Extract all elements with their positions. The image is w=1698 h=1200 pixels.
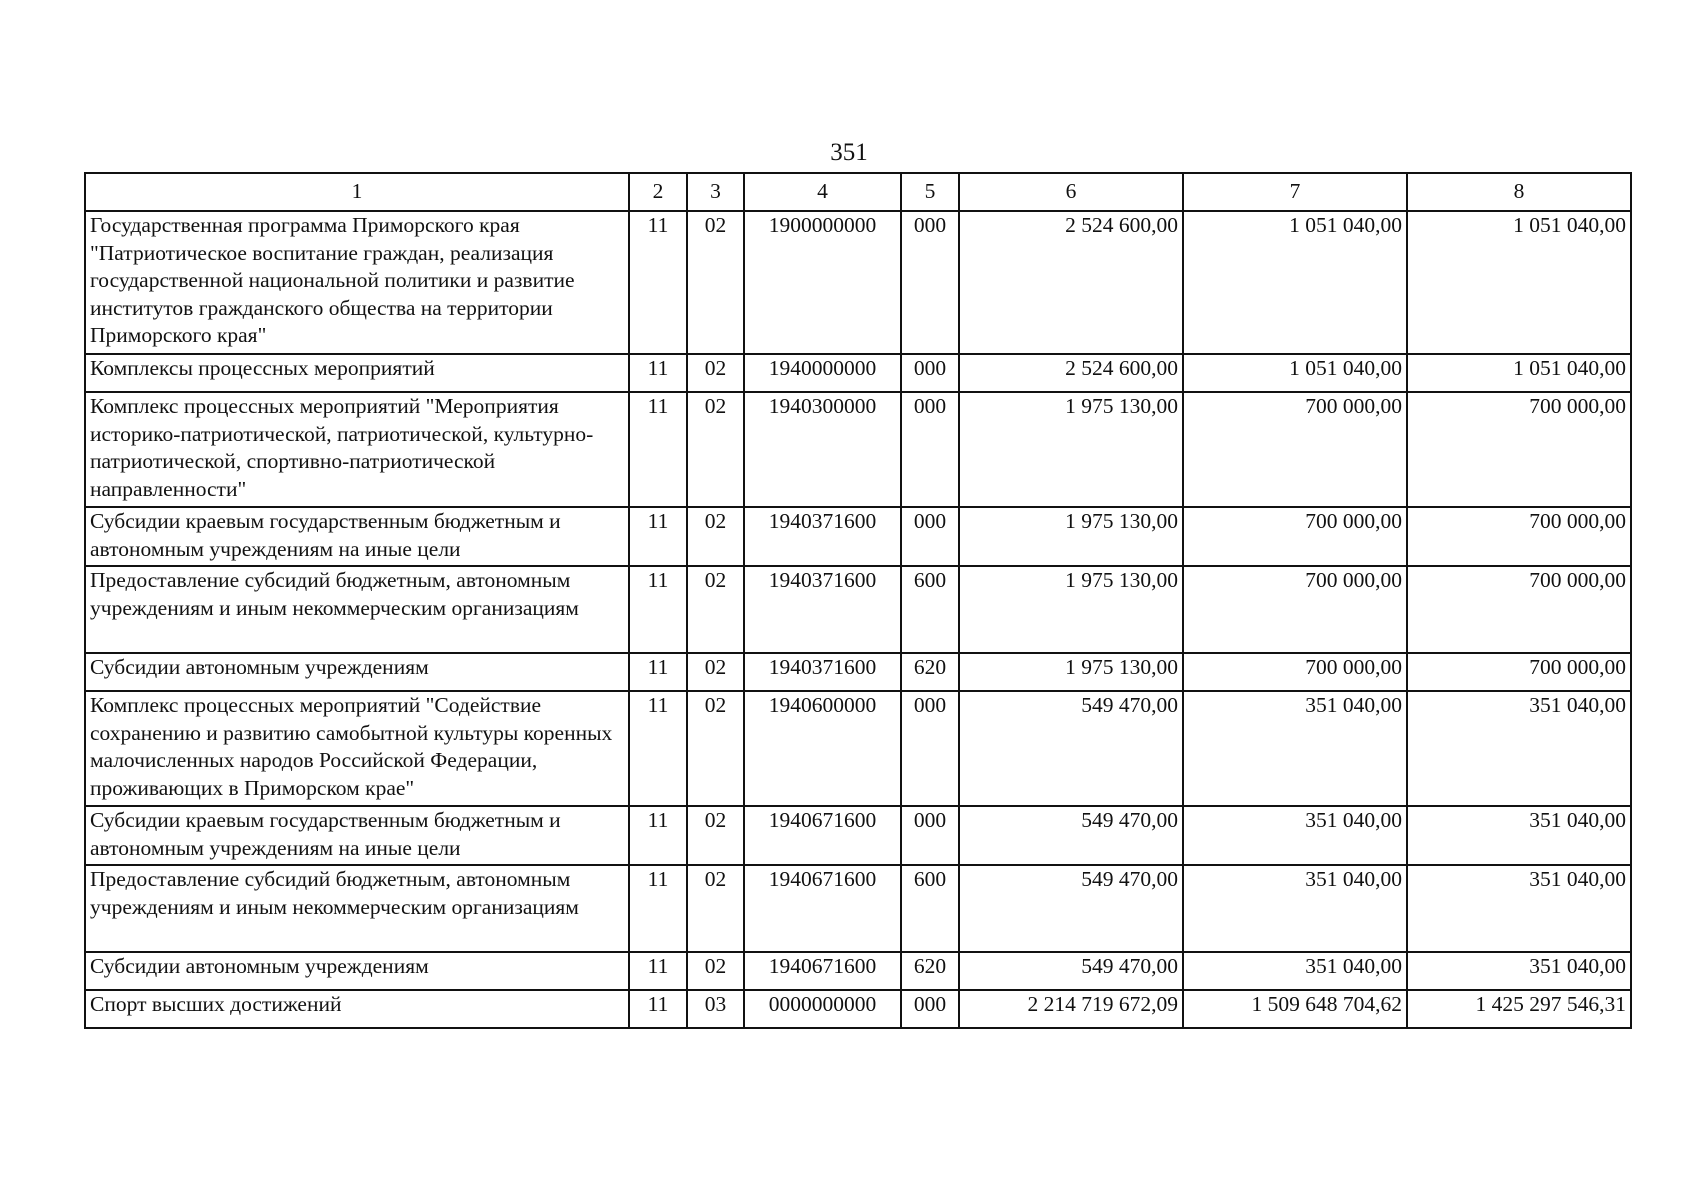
amount-col-6: 2 214 719 672,09: [959, 990, 1183, 1028]
table-header: [85, 173, 1631, 211]
table-row: [85, 392, 1631, 507]
target-item-code: 1940671600: [744, 952, 901, 990]
subsection-code: 02: [687, 653, 744, 691]
amount-col-8: 1 051 040,00: [1407, 211, 1631, 354]
row-name: Субсидии краевым государственным бюджетным и автономным учреждениям на иные цели: [85, 806, 629, 865]
table-row: [85, 507, 1631, 566]
expense-type-code: 000: [901, 990, 959, 1028]
row-name: Государственная программа Приморского края "Патриотическое воспитание граждан, реализация государственной национальной политики и развитие институтов гражданского общества на территории Приморского края": [85, 211, 629, 354]
expense-type-code: 600: [901, 865, 959, 952]
amount-col-8: 351 040,00: [1407, 952, 1631, 990]
amount-col-7: 351 040,00: [1183, 952, 1407, 990]
amount-col-6: 2 524 600,00: [959, 211, 1183, 354]
target-item-code: 1940371600: [744, 653, 901, 691]
section-code: 11: [629, 691, 687, 806]
column-header-7: 7: [1183, 173, 1407, 211]
page-number: 351: [830, 139, 868, 166]
section-code: 11: [629, 507, 687, 566]
target-item-code: 1940371600: [744, 566, 901, 653]
expense-type-code: 000: [901, 354, 959, 392]
amount-col-8: 351 040,00: [1407, 691, 1631, 806]
target-item-code: 1940600000: [744, 691, 901, 806]
table-row: [85, 990, 1631, 1028]
amount-col-7: 351 040,00: [1183, 865, 1407, 952]
section-code: 11: [629, 865, 687, 952]
section-code: 11: [629, 990, 687, 1028]
section-code: 11: [629, 392, 687, 507]
amount-col-8: 700 000,00: [1407, 566, 1631, 653]
amount-col-6: 1 975 130,00: [959, 566, 1183, 653]
amount-col-7: 1 051 040,00: [1183, 354, 1407, 392]
expense-type-code: 000: [901, 392, 959, 507]
amount-col-7: 1 509 648 704,62: [1183, 990, 1407, 1028]
table-body: [85, 211, 1631, 1028]
row-name: Комплекс процессных мероприятий "Содействие сохранению и развитию самобытной культуры коренных малочисленных народов Российской Федерации, проживающих в Приморском крае": [85, 691, 629, 806]
amount-col-8: 700 000,00: [1407, 392, 1631, 507]
section-code: 11: [629, 952, 687, 990]
row-name: Спорт высших достижений: [85, 990, 629, 1028]
row-name: Комплексы процессных мероприятий: [85, 354, 629, 392]
amount-col-8: 1 051 040,00: [1407, 354, 1631, 392]
table-row: [85, 806, 1631, 865]
amount-col-6: 549 470,00: [959, 865, 1183, 952]
subsection-code: 02: [687, 952, 744, 990]
section-code: 11: [629, 354, 687, 392]
amount-col-6: 1 975 130,00: [959, 507, 1183, 566]
budget-table: [84, 172, 1632, 1029]
amount-col-6: 1 975 130,00: [959, 392, 1183, 507]
expense-type-code: 000: [901, 691, 959, 806]
amount-col-8: 351 040,00: [1407, 806, 1631, 865]
target-item-code: 0000000000: [744, 990, 901, 1028]
column-header-2: 2: [629, 173, 687, 211]
target-item-code: 1940671600: [744, 806, 901, 865]
expense-type-code: 600: [901, 566, 959, 653]
subsection-code: 02: [687, 865, 744, 952]
expense-type-code: 620: [901, 952, 959, 990]
target-item-code: 1940300000: [744, 392, 901, 507]
amount-col-6: 1 975 130,00: [959, 653, 1183, 691]
section-code: 11: [629, 806, 687, 865]
amount-col-6: 2 524 600,00: [959, 354, 1183, 392]
expense-type-code: 000: [901, 211, 959, 354]
row-name: Субсидии автономным учреждениям: [85, 653, 629, 691]
column-header-5: 5: [901, 173, 959, 211]
subsection-code: 02: [687, 691, 744, 806]
subsection-code: 02: [687, 354, 744, 392]
subsection-code: 02: [687, 806, 744, 865]
section-code: 11: [629, 211, 687, 354]
section-code: 11: [629, 566, 687, 653]
amount-col-7: 700 000,00: [1183, 392, 1407, 507]
subsection-code: 02: [687, 507, 744, 566]
target-item-code: 1940671600: [744, 865, 901, 952]
row-name: Субсидии краевым государственным бюджетным и автономным учреждениям на иные цели: [85, 507, 629, 566]
section-code: 11: [629, 653, 687, 691]
amount-col-7: 700 000,00: [1183, 653, 1407, 691]
amount-col-8: 351 040,00: [1407, 865, 1631, 952]
table-row: [85, 691, 1631, 806]
target-item-code: 1900000000: [744, 211, 901, 354]
subsection-code: 02: [687, 566, 744, 653]
subsection-code: 02: [687, 211, 744, 354]
expense-type-code: 000: [901, 806, 959, 865]
row-name: Субсидии автономным учреждениям: [85, 952, 629, 990]
table-row: [85, 354, 1631, 392]
table-row: [85, 865, 1631, 952]
amount-col-6: 549 470,00: [959, 952, 1183, 990]
table-row: [85, 653, 1631, 691]
amount-col-7: 700 000,00: [1183, 507, 1407, 566]
column-header-4: 4: [744, 173, 901, 211]
amount-col-7: 351 040,00: [1183, 806, 1407, 865]
amount-col-8: 700 000,00: [1407, 507, 1631, 566]
amount-col-7: 700 000,00: [1183, 566, 1407, 653]
amount-col-6: 549 470,00: [959, 691, 1183, 806]
subsection-code: 03: [687, 990, 744, 1028]
amount-col-7: 351 040,00: [1183, 691, 1407, 806]
amount-col-8: 700 000,00: [1407, 653, 1631, 691]
target-item-code: 1940000000: [744, 354, 901, 392]
amount-col-8: 1 425 297 546,31: [1407, 990, 1631, 1028]
subsection-code: 02: [687, 392, 744, 507]
amount-col-6: 549 470,00: [959, 806, 1183, 865]
row-name: Предоставление субсидий бюджетным, автономным учреждениям и иным некоммерческим организациям: [85, 865, 629, 952]
target-item-code: 1940371600: [744, 507, 901, 566]
table-row: [85, 211, 1631, 354]
amount-col-7: 1 051 040,00: [1183, 211, 1407, 354]
expense-type-code: 000: [901, 507, 959, 566]
row-name: Предоставление субсидий бюджетным, автономным учреждениям и иным некоммерческим организациям: [85, 566, 629, 653]
column-header-6: 6: [959, 173, 1183, 211]
row-name: Комплекс процессных мероприятий "Мероприятия историко-патриотической, патриотической, культурно-патриотической, спортивно-патриотической направленности": [85, 392, 629, 507]
column-header-1: 1: [85, 173, 629, 211]
expense-type-code: 620: [901, 653, 959, 691]
table-row: [85, 566, 1631, 653]
table-row: [85, 952, 1631, 990]
column-header-3: 3: [687, 173, 744, 211]
header-row: [85, 173, 1631, 211]
column-header-8: 8: [1407, 173, 1631, 211]
